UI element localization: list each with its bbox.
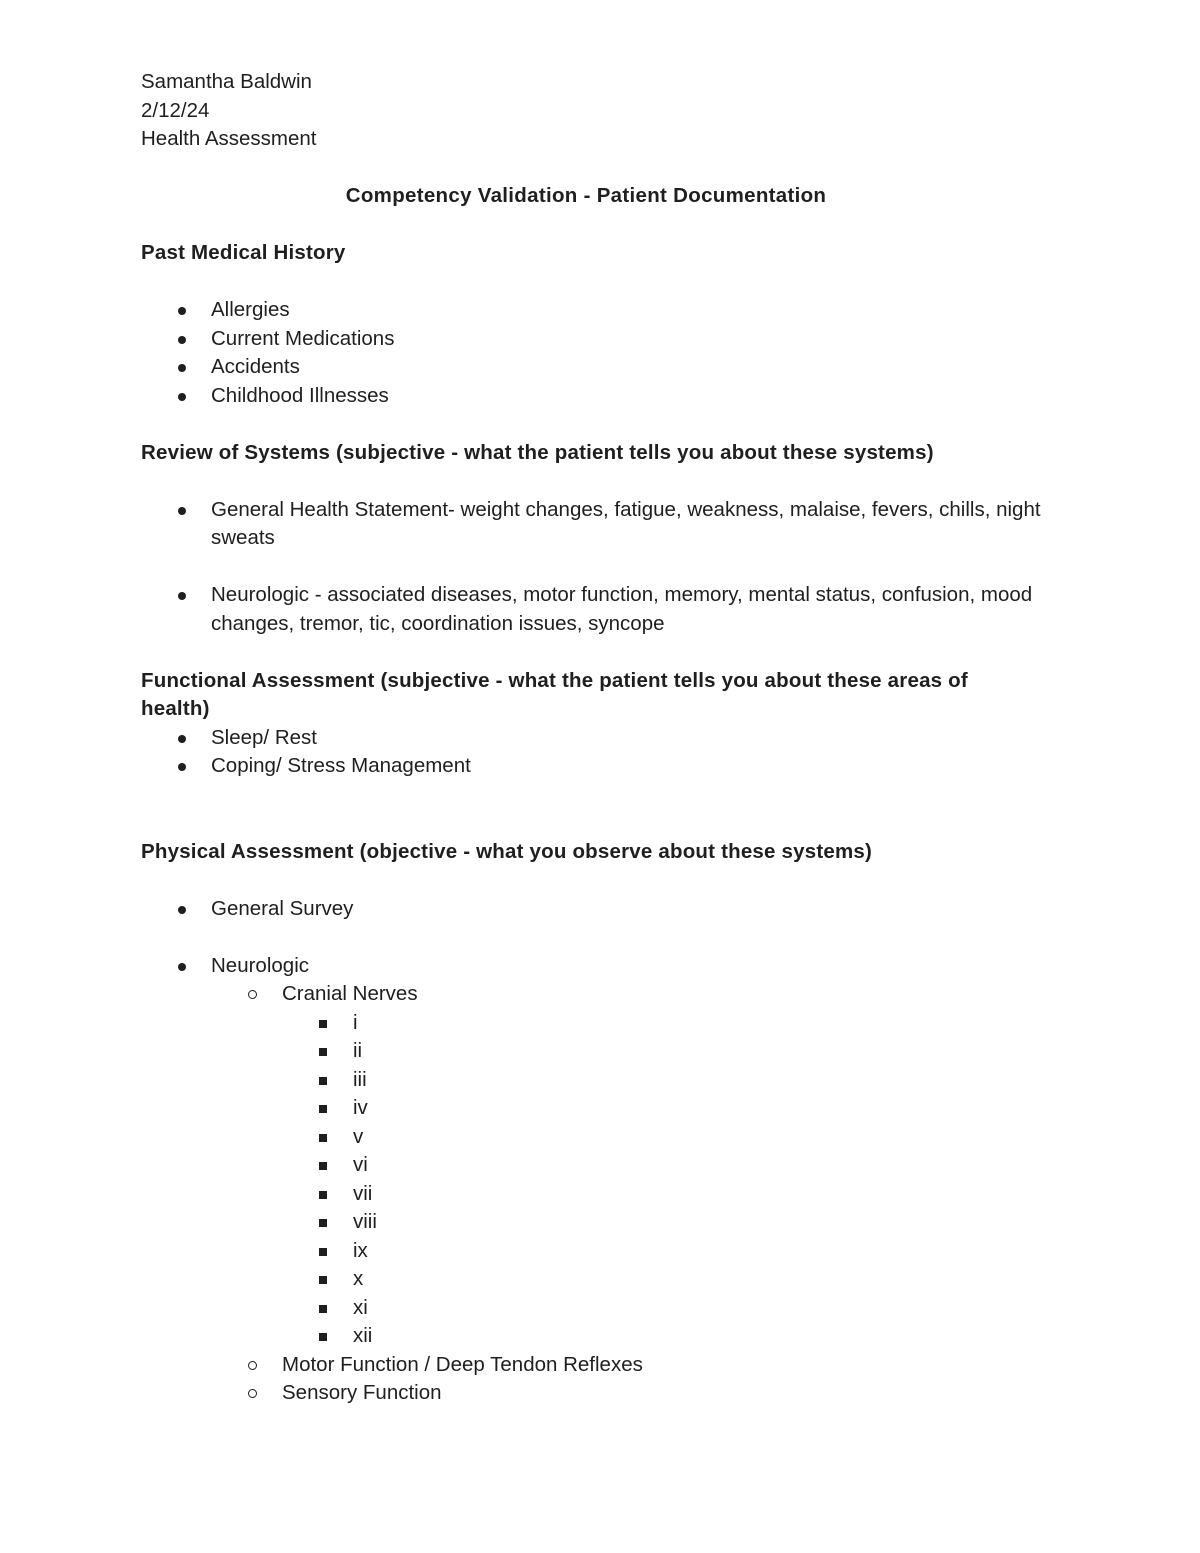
bullet-icon <box>178 307 186 315</box>
bullet-icon <box>178 763 186 771</box>
square-bullet-icon <box>319 1134 327 1142</box>
author-name: Samantha Baldwin <box>141 70 312 93</box>
square-bullet-icon <box>319 1276 327 1284</box>
physical-assessment-neuro-list <box>141 952 1041 1408</box>
bullet-icon <box>178 507 186 515</box>
square-bullet-icon <box>319 1191 327 1199</box>
review-of-systems-heading: Review of Systems (subjective - what the patient tells you about these systems) <box>141 440 934 464</box>
list-item: Current Medications <box>141 325 1041 354</box>
list-item: General Health Statement- weight changes, fatigue, weakness, malaise, fevers, chills, night sweats <box>141 496 1041 553</box>
square-bullet-icon <box>319 1333 327 1341</box>
functional-assessment-heading: Functional Assessment (subjective - what the patient tells you about these areas of health) <box>141 668 968 720</box>
list-item: ii <box>282 1037 1041 1066</box>
list-item: Childhood Illnesses <box>141 382 1041 411</box>
list-item: Sleep/ Rest <box>141 724 1041 753</box>
list-item: Sensory Function <box>211 1379 1041 1408</box>
list-item: Accidents <box>141 353 1041 382</box>
course-name: Health Assessment <box>141 127 317 150</box>
list-item: Coping/ Stress Management <box>141 752 1041 781</box>
bullet-icon <box>178 364 186 372</box>
physical-assessment-list <box>141 895 1041 924</box>
bullet-icon <box>178 906 186 914</box>
circle-bullet-icon <box>248 1361 257 1370</box>
square-bullet-icon <box>319 1077 327 1085</box>
square-bullet-icon <box>319 1219 327 1227</box>
list-item: Allergies <box>141 296 1041 325</box>
past-medical-history-list <box>141 296 1041 410</box>
review-of-systems-list-2 <box>141 581 1041 638</box>
list-item: Motor Function / Deep Tendon Reflexes <box>211 1351 1041 1380</box>
list-item: v <box>282 1123 1041 1152</box>
list-item: Neurologic Cranial Nerves i ii iii iv v vi vii viii ix x xi xii Motor Function / Deep Tendon Reflexes Sensory Function <box>141 952 1041 1408</box>
bullet-icon <box>178 592 186 600</box>
physical-assessment-heading: Physical Assessment (objective - what you observe about these systems) <box>141 839 872 863</box>
functional-assessment-list <box>141 724 1041 781</box>
list-item: viii <box>282 1208 1041 1237</box>
document-date: 2/12/24 <box>141 98 210 122</box>
document-page <box>141 68 1041 1408</box>
bullet-icon <box>178 735 186 743</box>
list-item: xii <box>282 1322 1041 1351</box>
square-bullet-icon <box>319 1048 327 1056</box>
square-bullet-icon <box>319 1248 327 1256</box>
square-bullet-icon <box>319 1305 327 1313</box>
circle-bullet-icon <box>248 990 257 999</box>
list-item: iv <box>282 1094 1041 1123</box>
list-item: vi <box>282 1151 1041 1180</box>
list-item: iii <box>282 1066 1041 1095</box>
list-item: Neurologic - associated diseases, motor function, memory, mental status, confusion, mood changes, tremor, tic, coordination issues, syncope <box>141 581 1041 638</box>
list-item: x <box>282 1265 1041 1294</box>
list-item: ix <box>282 1237 1041 1266</box>
past-medical-history-heading: Past Medical History <box>141 241 346 264</box>
list-item: xi <box>282 1294 1041 1323</box>
list-item: General Survey <box>141 895 1041 924</box>
square-bullet-icon <box>319 1020 327 1028</box>
bullet-icon <box>178 963 186 971</box>
review-of-systems-list <box>141 496 1041 553</box>
list-item: vii <box>282 1180 1041 1209</box>
document-title: Competency Validation - Patient Documentation <box>345 184 827 207</box>
list-item: i <box>282 1009 1041 1038</box>
neurologic-sublist <box>211 980 1041 1408</box>
cranial-nerve-list <box>282 1009 1041 1351</box>
bullet-icon <box>178 393 186 401</box>
square-bullet-icon <box>319 1162 327 1170</box>
bullet-icon <box>178 336 186 344</box>
list-item: Cranial Nerves i ii iii iv v vi vii viii ix x xi xii <box>211 980 1041 1351</box>
square-bullet-icon <box>319 1105 327 1113</box>
circle-bullet-icon <box>248 1389 257 1398</box>
